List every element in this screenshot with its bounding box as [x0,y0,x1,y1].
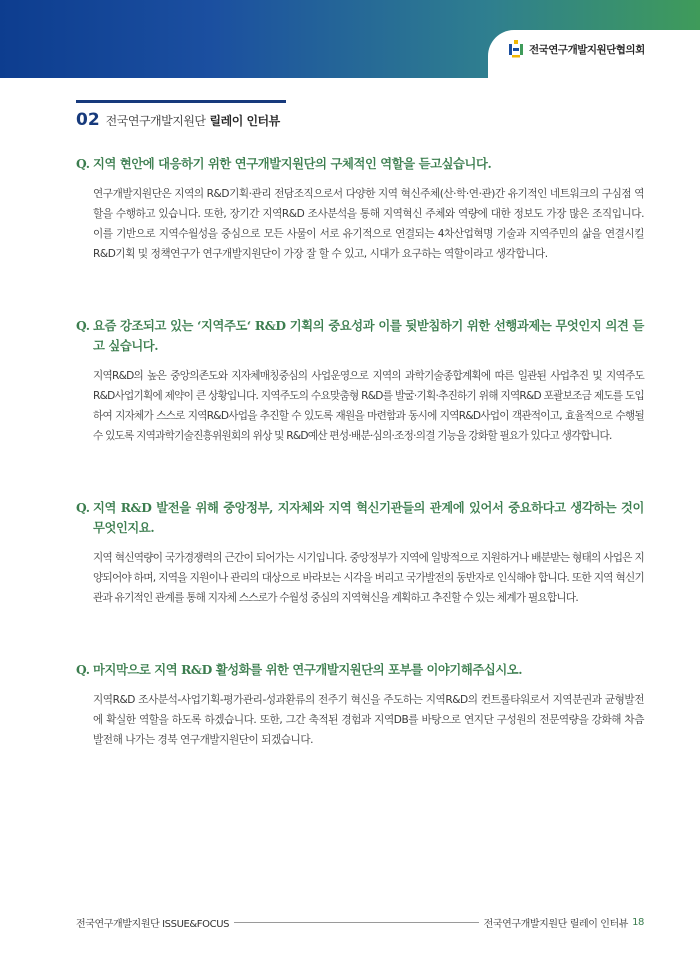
section-rule [76,100,286,103]
page-number: 18 [632,916,644,928]
header-logo-tab [488,30,700,78]
page-footer [76,914,644,930]
section-number: 02 [76,110,100,130]
footer-divider [234,922,479,923]
section-org: 전국연구개발지원단 [105,114,206,128]
section-heading [76,110,280,130]
org-name: 전국연구개발지원단협의회 [529,43,645,56]
answer-text: 지역R&D 조사분석-사업기획-평가관리-성과환류의 전주기 혁신을 주도하는 지역R&D의 컨트롤타워로서 지역분권과 균형발전에 확실한 역할을 하도록 하겠습니다. 또한, 그간 축적된 경험과 지역DB를 바탕으로 연지단 구성원의 전문역량을 강화해 차츰 발전해 나가는 경북 연구개발지원단이 되겠습니다. [93,694,644,746]
qa-block-4 [76,660,644,750]
logo-mark-icon [506,39,526,59]
answer-text: 지역 혁신역량이 국가경쟁력의 근간이 되어가는 시기입니다. 중앙정부가 지역에 일방적으로 지원하거나 배분받는 형태의 사업은 지양되어야 하며, 지역을 지원이나 관리의 대상으로 바라보는 시각을 버리고 국가발전의 동반자로 인식해야 합니다. 또한 지역 혁신기관과 유기적인 관계를 통해 지자체 스스로가 수월성 중심의 지역혁신을 계획하고 추진할 수 있는 체계가 필요합니다. [93,552,644,604]
question [76,498,644,538]
section-label: 릴레이 인터뷰 [209,114,280,128]
question-mark: Q. [76,318,90,333]
qa-block-1 [76,154,644,264]
question [76,154,644,174]
question-text: 지역 현안에 대응하기 위한 연구개발지원단의 구체적인 역할을 듣고싶습니다. [93,156,492,171]
question-mark: Q. [76,662,90,677]
question-text: 마지막으로 지역 R&D 활성화를 위한 연구개발지원단의 포부를 이야기해주십시오. [93,662,523,677]
qa-block-2 [76,316,644,446]
question-text: 요즘 강조되고 있는 ‘지역주도‘ R&D 기획의 중요성과 이를 뒷받침하기 위한 선행과제는 무엇인지 의견 듣고 싶습니다. [93,318,644,353]
question-mark: Q. [76,156,90,171]
org-logo [506,39,645,59]
question-text: 지역 R&D 발전을 위해 중앙정부, 지자체와 지역 혁신기관들의 관계에 있어서 중요하다고 생각하는 것이 무엇인지요. [93,500,644,535]
question [76,316,644,356]
footer-left-title: 전국연구개발지원단 ISSUE&FOCUS [76,918,230,930]
answer-text: 연구개발지원단은 지역의 R&D기획·관리 전담조직으로서 다양한 지역 혁신주체(산·학·연·관)간 유기적인 네트워크의 구심점 역할을 수행하고 있습니다. 또한, 장기간 지역R&D 조사분석을 통해 지역혁신 주체와 역량에 대한 정보도 가장 많은 조직입니다. 이를 기반으로 지역수월성을 중심으로 모든 사물이 서로 유기적으로 연결되는 4차산업혁명 기술과 지역주민의 삶을 연결시킬 R&D기획 및 정책연구가 연구개발지원단이 가장 잘 할 수 있고, 시대가 요구하는 역할이라고 생각합니다. [93,188,644,260]
footer-right-title: 전국연구개발지원단 릴레이 인터뷰 [483,918,629,930]
question [76,660,644,680]
question-mark: Q. [76,500,90,515]
qa-block-3 [76,498,644,608]
answer-text: 지역R&D의 높은 중앙의존도와 지자체매칭중심의 사업운영으로 지역의 과학기술종합계획에 따른 일관된 사업추진 및 지역주도 R&D사업기획에 제약이 큰 상황입니다. 지역주도의 수요맞춤형 R&D를 발굴·기획·추진하기 위해 지역R&D 포괄보조금 제도를 도입하여 지자체가 스스로 지역R&D사업을 추진할 수 있도록 재원을 마련함과 동시에 지역R&D사업이 객관적이고, 효율적으로 수행될 수 있도록 지역과학기술진흥위원회의 위상 및 R&D예산 편성·배분·심의·조정·의결 기능을 강화할 필요가 있다고 생각합니다. [93,370,644,442]
